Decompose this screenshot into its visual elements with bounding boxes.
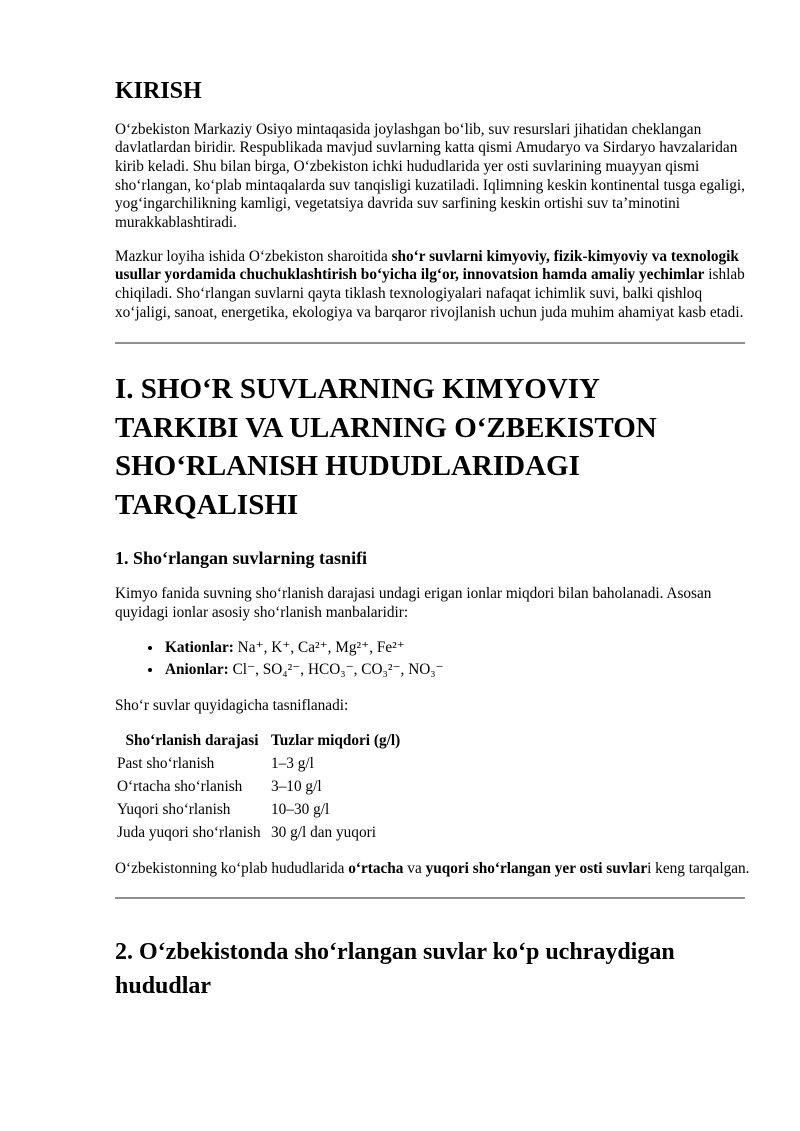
table-header-row bbox=[117, 730, 404, 753]
intro-paragraph-2-pre: Mazkur loyiha ishida O‘zbekiston sharoitida bbox=[115, 247, 392, 265]
section1-heading-line-2: TARKIBI VA ULARNING O‘ZBEKISTON bbox=[115, 411, 657, 444]
table-row bbox=[117, 776, 404, 799]
subsection1-title: 1. Sho‘rlangan suvlarning tasnifi bbox=[115, 548, 368, 569]
table-header-amount: Tuzlar miqdori (g/l) bbox=[271, 732, 401, 750]
divider-1 bbox=[115, 342, 745, 344]
table-row bbox=[117, 822, 404, 845]
table-intro-paragraph: Sho‘r suvlar quyidagicha tasniflanadi: bbox=[115, 696, 349, 714]
table-cell-amount: 1–3 g/l bbox=[271, 755, 314, 773]
divider-2 bbox=[115, 897, 745, 899]
ion-list-item-cations bbox=[163, 637, 755, 659]
cations-label: Kationlar: bbox=[165, 639, 234, 657]
section1-heading bbox=[115, 370, 755, 524]
closing-bold-2: yuqori sho‘rlangan yer osti suvlar bbox=[425, 860, 648, 878]
classification-intro-paragraph: Kimyo fanida suvning sho‘rlanish darajasi undagi erigan ionlar miqdori bilan baholanadi. Asosan quyidagi ionlar asosiy sho‘rlanish manbalaridir: bbox=[115, 585, 712, 621]
ion-list bbox=[115, 637, 755, 681]
section2-heading-line-1: 2. O‘zbekistonda sho‘rlangan suvlar ko‘p uchraydigan bbox=[115, 938, 675, 965]
section2-heading bbox=[115, 935, 755, 1003]
section1-heading-line-1: I. SHO‘R SUVLARNING KIMYOVIY bbox=[115, 373, 600, 406]
document-content bbox=[115, 78, 755, 1003]
section1-heading-line-4: TARQALISHI bbox=[115, 488, 299, 521]
table-cell-amount: 10–30 g/l bbox=[271, 801, 330, 819]
ion-list-item-anions bbox=[163, 659, 755, 681]
table-row bbox=[117, 799, 404, 822]
table-header-degree: Sho‘rlanish darajasi bbox=[125, 732, 259, 750]
closing-bold-1: o‘rtacha bbox=[348, 860, 404, 878]
closing-seg-1: va bbox=[403, 860, 426, 878]
salinity-table-head bbox=[117, 730, 404, 753]
intro-paragraph-2 bbox=[115, 248, 755, 323]
anions-label: Anionlar: bbox=[165, 661, 229, 679]
intro-paragraph-1: O‘zbekiston Markaziy Osiyo mintaqasida joylashgan bo‘lib, suv resurslari jihatidan cheklangan davlatlardan biridir. Respublikada mavjud suvlarning katta qismi Amudaryo va Sirdaryo havzalaridan kirib keladi. Shu bilan birga, O‘zbekiston ichki hududlarida yer osti suvlarining muayyan qismi sho‘rlangan, ko‘plab mintaqalarda suv tanqisligi kuzatiladi. Iqlimning keskin kontinental tusga egaligi, yog‘ingarchilikning kamligi, vegetatsiya davrida suv sarfining keskin ortishi suv ta’minotini murakkablashtiradi. bbox=[115, 120, 746, 231]
table-cell-degree: Past sho‘rlanish bbox=[117, 755, 215, 773]
anions-value: Cl⁻, SO₄²⁻, HCO₃⁻, CO₃²⁻, NO₃⁻ bbox=[228, 661, 444, 679]
salinity-table bbox=[117, 730, 404, 845]
table-cell-degree: Yuqori sho‘rlanish bbox=[117, 801, 231, 819]
intro-paragraph-2-bold: sho‘r suvlarni kimyoviy, fizik-kimyoviy va texnologik usullar yordamida chuchuklashtirish bo‘yicha ilg‘or, innovatsion hamda amaliy yechimlar bbox=[115, 247, 739, 284]
closing-seg-2: i keng tarqalgan. bbox=[647, 860, 750, 878]
section1-heading-line-3: SHO‘RLANISH HUDUDLARIDAGI bbox=[115, 450, 580, 483]
intro-paragraph-2-post: ishlab chiqiladi. Sho‘rlangan suvlarni qayta tiklash texnologiyalari nafaqat ichimlik suvi, balki qishloq xo‘jaligi, sanoat, energetika, ekologiya va barqaror rivojlanish uchun juda muhim ahamiyat kasb etadi. bbox=[115, 266, 745, 321]
salinity-table-body bbox=[117, 753, 404, 845]
closing-seg-0: O‘zbekistonning ko‘plab hududlarida bbox=[115, 860, 349, 878]
intro-title: KIRISH bbox=[115, 78, 202, 104]
table-cell-degree: O‘rtacha sho‘rlanish bbox=[117, 778, 243, 796]
table-cell-amount: 3–10 g/l bbox=[271, 778, 322, 796]
table-cell-degree: Juda yuqori sho‘rlanish bbox=[117, 824, 261, 842]
section1-closing-paragraph bbox=[115, 860, 755, 879]
table-row bbox=[117, 753, 404, 776]
table-cell-amount: 30 g/l dan yuqori bbox=[271, 824, 376, 842]
cations-value: Na⁺, K⁺, Ca²⁺, Mg²⁺, Fe²⁺ bbox=[233, 639, 405, 657]
section2-heading-line-2: hududlar bbox=[115, 972, 212, 999]
